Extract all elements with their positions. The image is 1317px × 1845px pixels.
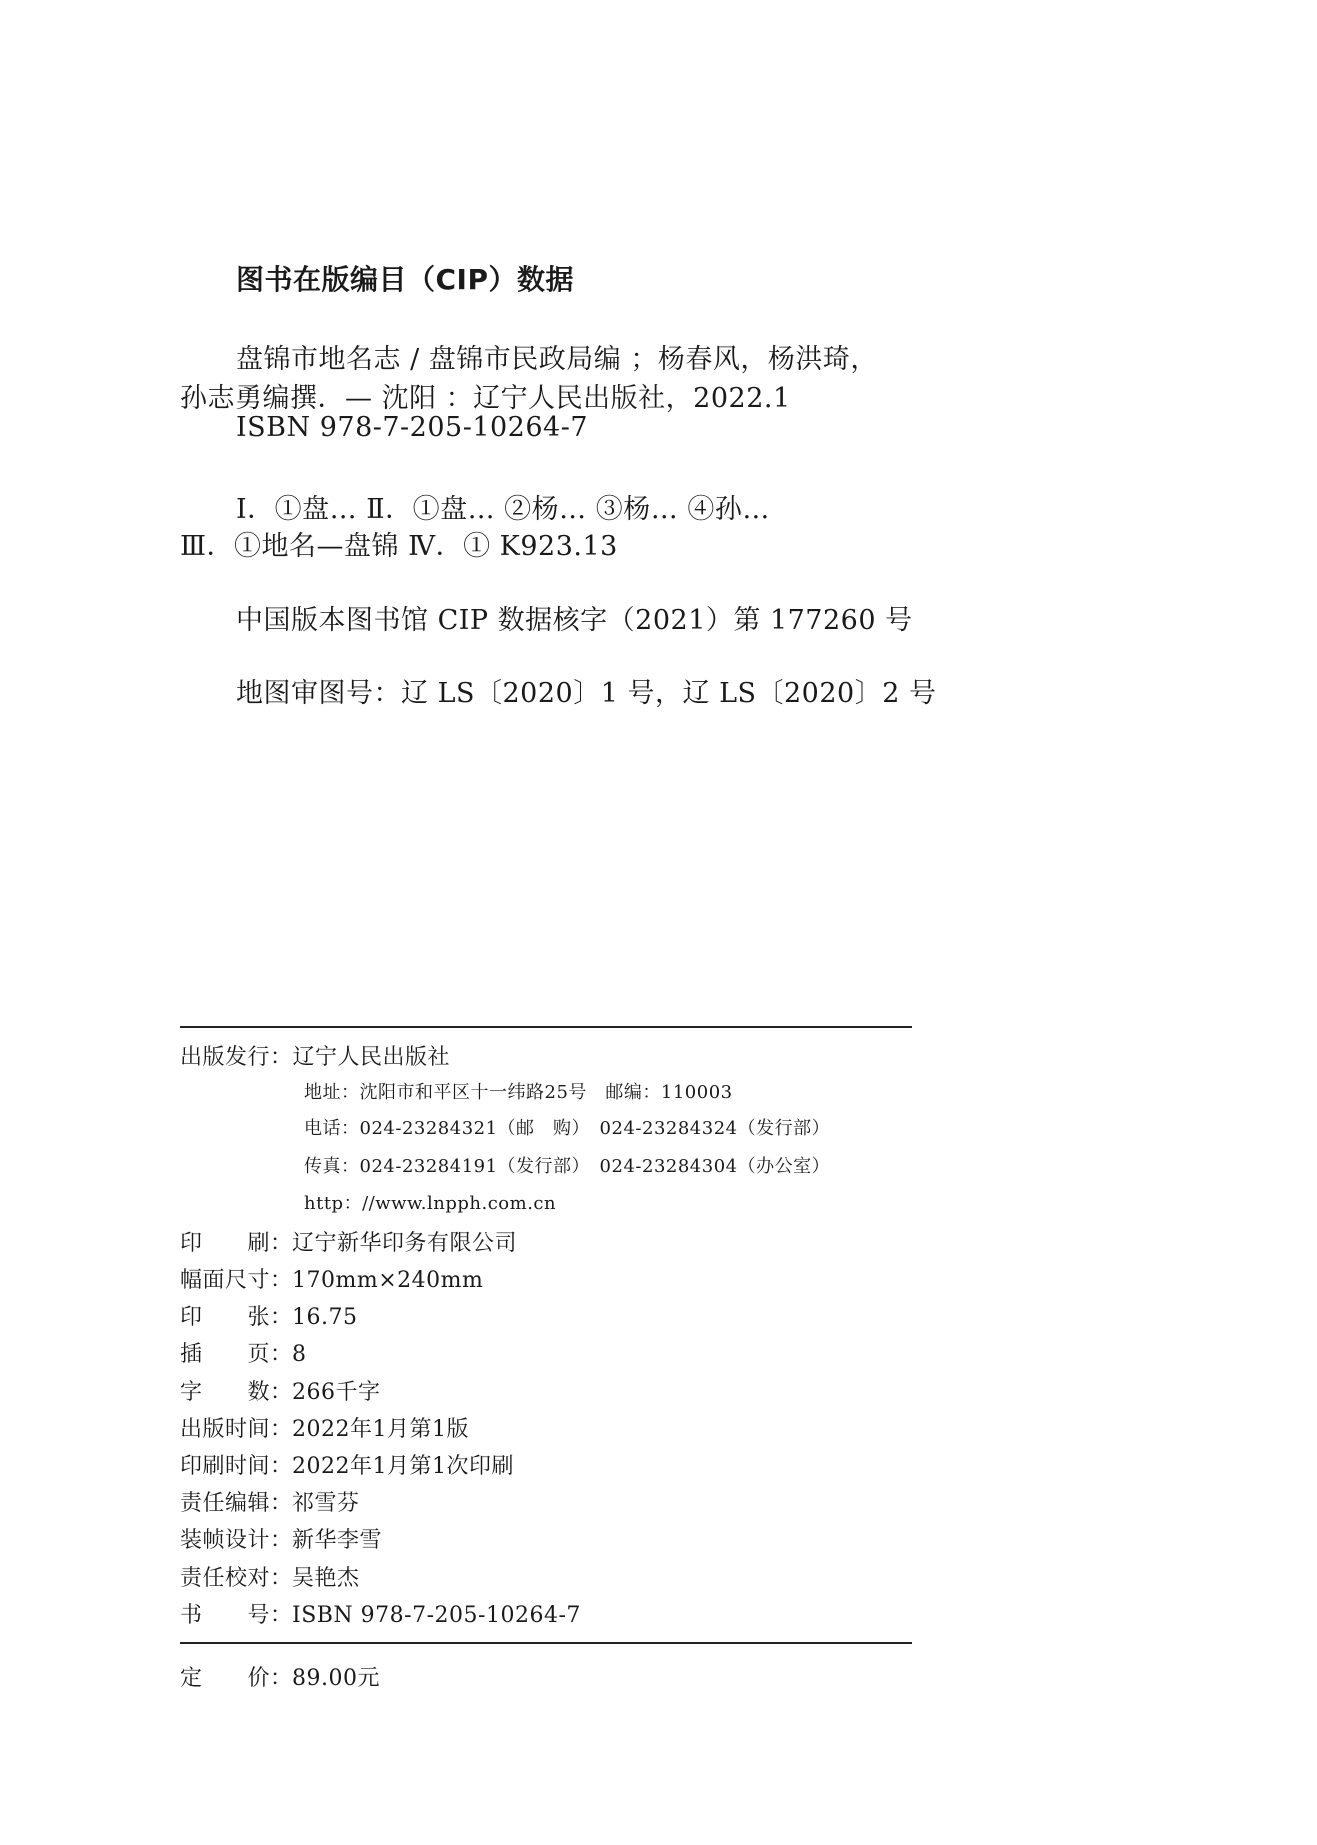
imprint-row-value: 辽宁新华印务有限公司 [292, 1231, 518, 1256]
price-value: 89.00元 [292, 1666, 380, 1691]
imprint-row-label: 责任校对： [180, 1566, 293, 1591]
imprint-row-book-number [180, 1598, 581, 1629]
cip-line-map-approval: 地图审图号：辽 LS〔2020〕1 号，辽 LS〔2020〕2 号 [236, 678, 937, 709]
imprint-row-editor [180, 1486, 360, 1517]
imprint-row-publish-date [180, 1412, 469, 1443]
imprint-row-inserts [180, 1337, 307, 1368]
imprint-row-design [180, 1523, 382, 1554]
cip-line-index-1: Ⅰ．①盘… Ⅱ．①盘… ②杨… ③杨… ④孙… [236, 494, 770, 525]
imprint-row-sheets [180, 1300, 357, 1331]
imprint-row-value: 吴艳杰 [292, 1566, 360, 1591]
cip-line-title-authors: 盘锦市地名志 / 盘锦市民政局编 ；杨春风，杨洪琦， [236, 344, 878, 375]
imprint-fax: 传真：024-23284191（发行部） 024-23284304（办公室） [304, 1156, 831, 1177]
imprint-row-value: 2022年1月第1次印刷 [292, 1454, 514, 1479]
imprint-row-value: 266千字 [292, 1380, 381, 1405]
imprint-row-format [180, 1263, 483, 1294]
imprint-row-value: 新华李雪 [292, 1528, 383, 1553]
cip-line-isbn: ISBN 978-7-205-10264-7 [236, 412, 589, 443]
imprint-row-label: 出版时间： [180, 1417, 293, 1442]
imprint-row-price [180, 1661, 380, 1692]
cip-heading: 图书在版编目（CIP）数据 [236, 263, 574, 296]
imprint-row-label: 插 页： [180, 1342, 293, 1367]
imprint-row-value: ISBN 978-7-205-10264-7 [292, 1603, 581, 1628]
imprint-row-value: 16.75 [292, 1305, 358, 1330]
imprint-row-label: 装帧设计： [180, 1528, 293, 1553]
imprint-publisher-label: 出版发行： [180, 1045, 293, 1070]
imprint-row-proofreader [180, 1561, 360, 1592]
imprint-publisher-row [180, 1040, 450, 1071]
imprint-row-wordcount [180, 1375, 381, 1406]
price-label: 定 价： [180, 1666, 293, 1691]
imprint-row-print-date [180, 1449, 514, 1480]
imprint-row-label: 印 刷： [180, 1231, 293, 1256]
imprint-row-value: 2022年1月第1版 [292, 1417, 469, 1442]
imprint-row-label: 字 数： [180, 1380, 293, 1405]
imprint-row-label: 印刷时间： [180, 1454, 293, 1479]
imprint-row-label: 印 张： [180, 1305, 293, 1330]
imprint-row-value: 8 [292, 1342, 307, 1367]
cip-line-verification: 中国版本图书馆 CIP 数据核字（2021）第 177260 号 [236, 605, 913, 636]
imprint-row-value: 祁雪芬 [292, 1491, 360, 1516]
imprint-website: http：//www.lnpph.com.cn [304, 1193, 557, 1214]
imprint-address: 地址：沈阳市和平区十一纬路25号 邮编：110003 [304, 1082, 733, 1103]
imprint-row-label: 幅面尺寸： [180, 1268, 293, 1293]
imprint-row-label: 责任编辑： [180, 1491, 293, 1516]
imprint-row-value: 170mm×240mm [292, 1268, 484, 1293]
imprint-row-printer [180, 1226, 517, 1257]
imprint-top-rule [180, 1026, 912, 1028]
imprint-publisher: 辽宁人民出版社 [292, 1045, 451, 1070]
cip-line-editors-publisher: 孙志勇编撰．— 沈阳 ：辽宁人民出版社，2022.1 [180, 383, 791, 414]
cip-line-index-2: Ⅲ．①地名—盘锦 Ⅳ．① K923.13 [180, 531, 618, 562]
imprint-row-label: 书 号： [180, 1603, 293, 1628]
imprint-phone: 电话：024-23284321（邮 购） 024-23284324（发行部） [304, 1118, 831, 1139]
imprint-bottom-rule [180, 1642, 912, 1644]
